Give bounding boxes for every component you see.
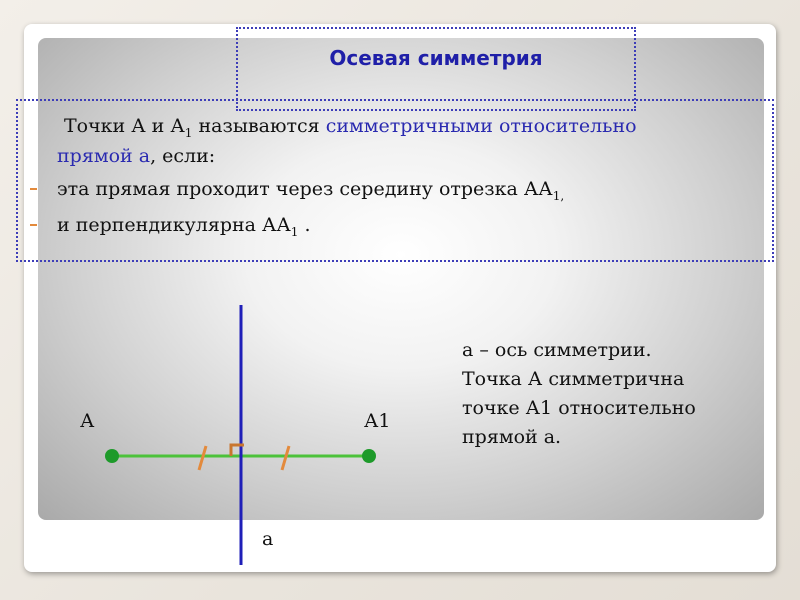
slide-title: Осевая симметрия <box>329 46 543 70</box>
definition-term: симметричными относительно <box>325 115 637 137</box>
point-a-label: А <box>80 410 95 432</box>
point-a1 <box>362 449 376 463</box>
subscript-bullet-1: 1, <box>552 188 565 203</box>
bullet-2-end: . <box>298 214 311 236</box>
explanation-line-1: а – ось симметрии. <box>462 339 652 361</box>
equal-tick-left <box>199 446 206 470</box>
bullet-1-text: эта прямая проходит через середину отрезка АА <box>57 178 553 200</box>
subscript-1: 1 <box>184 125 193 140</box>
definition-term-line: прямой а <box>57 145 151 167</box>
definition-condition: , если: <box>150 145 216 167</box>
definition-prefix: Точки А и А <box>64 115 185 137</box>
point-a1-label: А1 <box>364 410 391 432</box>
point-a <box>105 449 119 463</box>
bullet-2-text: и перпендикулярна АА <box>57 214 291 236</box>
explanation-line-2: Точка А симметрична <box>462 368 685 390</box>
explanation-line-3: точке А1 относительно <box>462 397 696 419</box>
axis-label: а <box>262 528 274 550</box>
explanation-text <box>462 336 762 452</box>
definition-mid: называются <box>192 115 326 137</box>
equal-tick-right <box>282 446 289 470</box>
explanation-line-4: прямой а. <box>462 426 562 448</box>
subscript-bullet-2: 1 <box>290 224 299 239</box>
